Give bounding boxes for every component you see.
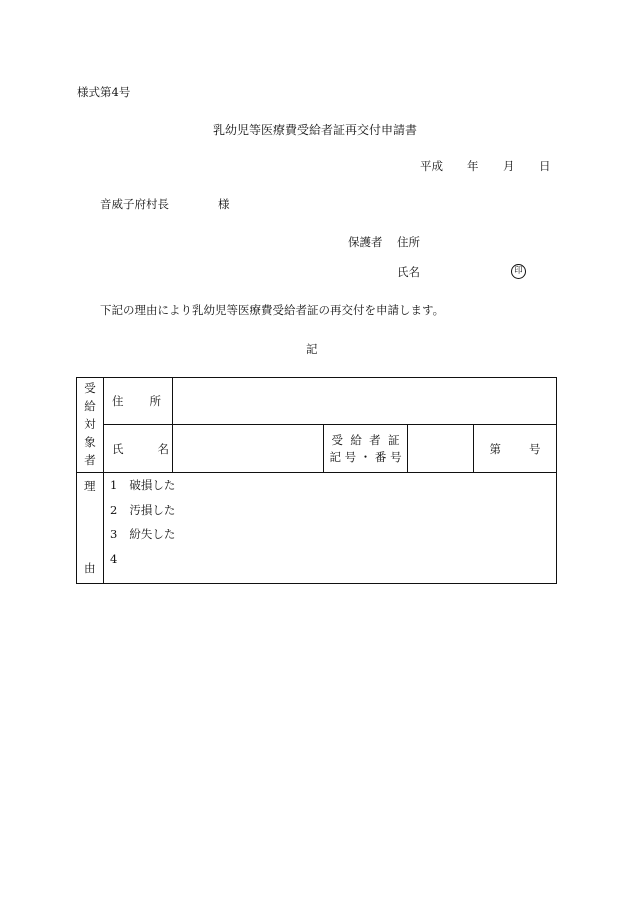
document-title: 乳幼児等医療費受給者証再交付申請書 (213, 123, 418, 137)
reason-char: 理 (84, 479, 96, 493)
cert-char: 証 (387, 432, 400, 447)
cert-char: 号 (344, 449, 357, 464)
address-label: 住所 (397, 235, 420, 249)
reason-number: 4 (110, 552, 118, 566)
number-char: 号 (529, 441, 541, 456)
addressee-honorific: 様 (218, 197, 230, 211)
date-day: 日 (539, 159, 551, 173)
name-label-cell (104, 425, 173, 473)
reason-char: 由 (84, 561, 96, 575)
guardian-label: 保護者 (348, 235, 383, 249)
ki-heading: 記 (306, 342, 318, 356)
reason-text: 紛失した (129, 527, 176, 541)
target-char: 象 (84, 434, 96, 449)
reason-item[interactable] (110, 480, 175, 492)
reason-item[interactable] (110, 529, 175, 541)
target-char: 受 (84, 381, 96, 396)
name-row (77, 425, 557, 473)
date-year: 年 (467, 159, 479, 173)
number-cell[interactable] (474, 425, 557, 473)
address-char: 住 (112, 394, 124, 408)
reason-row (77, 473, 557, 584)
name-value-cell[interactable] (173, 425, 324, 473)
form-number: 様式第4号 (77, 85, 131, 99)
reason-text: 破損した (129, 478, 176, 492)
reason-text: 汚損した (129, 503, 176, 517)
cert-value-cell[interactable] (408, 425, 474, 473)
reason-label-cell (77, 473, 104, 584)
date-month: 月 (503, 159, 515, 173)
reason-number: 2 (110, 503, 118, 517)
reason-item[interactable] (110, 505, 175, 517)
name-label: 氏名 (397, 265, 420, 279)
seal-icon (511, 264, 526, 279)
reason-text (117, 552, 129, 566)
date-era: 平成 (420, 159, 443, 173)
number-char: 第 (489, 441, 501, 456)
cert-char: 番 (374, 449, 387, 464)
target-char: 対 (84, 417, 96, 432)
address-label-cell (104, 378, 173, 425)
name-char: 名 (157, 441, 169, 456)
cert-char: 号 (390, 449, 402, 464)
cert-char: 記 (329, 449, 341, 464)
application-table (76, 377, 557, 584)
cert-char: 受 (331, 432, 344, 447)
cert-char: ・ (359, 449, 372, 464)
seal-mark: 印 (511, 264, 526, 279)
reason-number: 3 (110, 527, 118, 541)
address-char: 所 (149, 394, 161, 408)
address-row (77, 378, 557, 425)
name-char: 氏 (112, 441, 124, 456)
address-value-cell[interactable] (173, 378, 557, 425)
reason-item[interactable] (110, 554, 129, 566)
body-text: 下記の理由により乳幼児等医療費受給者証の再交付を申請します。 (100, 303, 445, 317)
cert-label-cell (324, 425, 408, 473)
reason-list-cell (104, 473, 557, 584)
addressee-name: 音威子府村長 (100, 197, 169, 211)
target-char: 者 (84, 452, 96, 467)
target-char: 給 (84, 399, 96, 414)
cert-char: 者 (369, 432, 381, 447)
target-label-cell (77, 378, 104, 473)
cert-char: 給 (350, 432, 362, 447)
reason-number: 1 (110, 478, 118, 492)
